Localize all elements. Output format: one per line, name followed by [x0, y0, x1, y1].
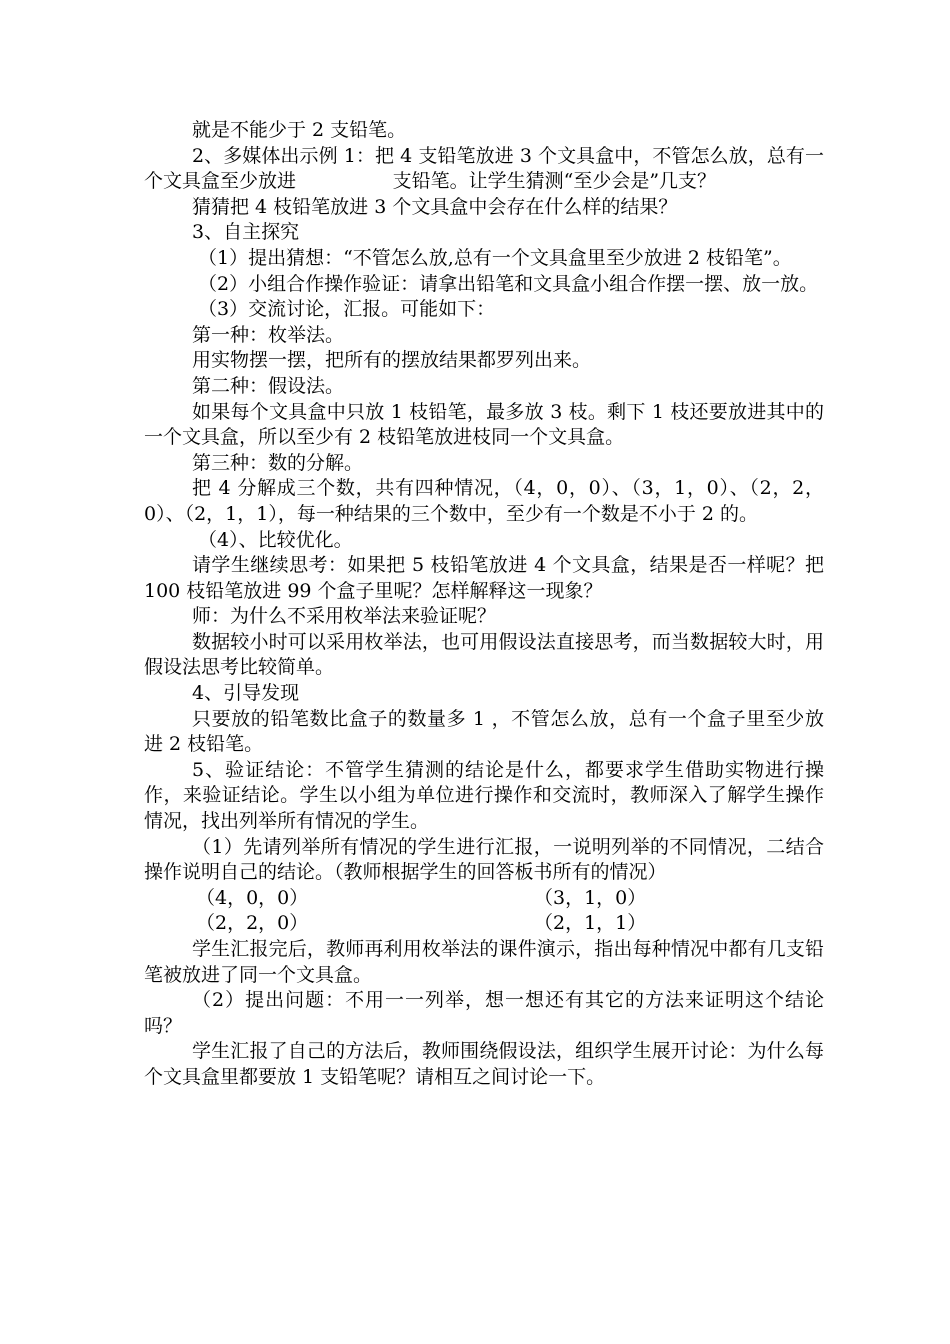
- enum-item: （4，0，0）: [196, 886, 309, 909]
- paragraph: 只要放的铅笔数比盒子的数量多 1 ，不管怎么放，总有一个盒子里至少放进 2 枝铅笔。: [144, 707, 824, 756]
- enum-item: （2，1，1）: [534, 912, 647, 935]
- paragraph: 请学生继续思考：如果把 5 枝铅笔放进 4 个文具盒，结果是否一样呢？把 100 枝铅笔放进 99 个盒子里呢？怎样解释这一现象？: [144, 554, 831, 602]
- paragraph: 第一种：枚举法。: [192, 323, 345, 346]
- paragraph: 师：为什么不采用枚举法来验证呢？: [192, 605, 497, 628]
- paragraph: 3、自主探究: [192, 221, 300, 244]
- enum-item: （3，1，0）: [534, 886, 647, 909]
- paragraph: 猜猜把 4 枝铅笔放进 3 个文具盒中会存在什么样的结果？: [192, 195, 678, 218]
- paragraph: 学生汇报完后，教师再利用枚举法的课件演示，指出每种情况中都有几支铅笔被放进了同一个文具盒。: [144, 938, 824, 986]
- paragraph: 2、多媒体出示例 1：把 4 支铅笔放进 3 个文具盒中，不管怎么放，总有一个文具盒至少放进 支铅笔。让学生猜测“至少会是”几支？: [144, 144, 824, 193]
- paragraph: 数据较小时可以采用枚举法，也可用假设法直接思考，而当数据较大时，用假设法思考比较简单。: [144, 630, 824, 679]
- paragraph: （2）小组合作操作验证：请拿出铅笔和文具盒小组合作摆一摆、放一放。: [198, 272, 819, 295]
- document-page: [144, 118, 831, 1091]
- paragraph: 5、验证结论：不管学生猜测的结论是什么，都要求学生借助实物进行操作，来验证结论。学生以小组为单位进行操作和交流时，教师深入了解学生操作情况，找出列举所有情况的学生。: [144, 758, 824, 833]
- paragraph: 第三种：数的分解。: [192, 451, 364, 474]
- paragraph: 第二种：假设法。: [192, 374, 345, 397]
- paragraph: （2）提出问题：不用一一列举，想一想还有其它的方法来证明这个结论吗？: [144, 989, 824, 1037]
- paragraph: 把 4 分解成三个数，共有四种情况，（4，0，0）、（3，1，0）、（2，2，0）、（2，1，1），每一种结果的三个数中，至少有一个数是不小于 2 的。: [144, 477, 824, 525]
- paragraph: （1）提出猜想：“不管怎么放,总有一个文具盒里至少放进 2 枝铅笔”。: [198, 246, 792, 269]
- paragraphs-after: [144, 937, 824, 1091]
- paragraph: （3）交流讨论，汇报。可能如下：: [198, 298, 496, 321]
- paragraph: 学生汇报了自己的方法后，教师围绕假设法，组织学生展开讨论：为什么每个文具盒里都要放 1 支铅笔呢？请相互之间讨论一下。: [144, 1040, 824, 1088]
- enumeration-grid: [144, 886, 824, 937]
- paragraph: 4、引导发现: [192, 682, 300, 705]
- paragraph: 就是不能少于 2 支铅笔。: [192, 119, 407, 141]
- paragraph: （4）、比较优化。: [198, 528, 353, 551]
- paragraph: 用实物摆一摆，把所有的摆放结果都罗列出来。: [192, 349, 592, 372]
- paragraphs-before: [144, 118, 831, 886]
- paragraph: （1）先请列举所有情况的学生进行汇报，一说明列举的不同情况，二结合操作说明自己的结论。（教师根据学生的回答板书所有的情况）: [144, 835, 824, 884]
- paragraph: 如果每个文具盒中只放 1 枝铅笔，最多放 3 枝。剩下 1 枝还要放进其中的一个文具盒，所以至少有 2 枝铅笔放进枝同一个文具盒。: [144, 400, 824, 449]
- enum-item: （2，2，0）: [196, 912, 309, 935]
